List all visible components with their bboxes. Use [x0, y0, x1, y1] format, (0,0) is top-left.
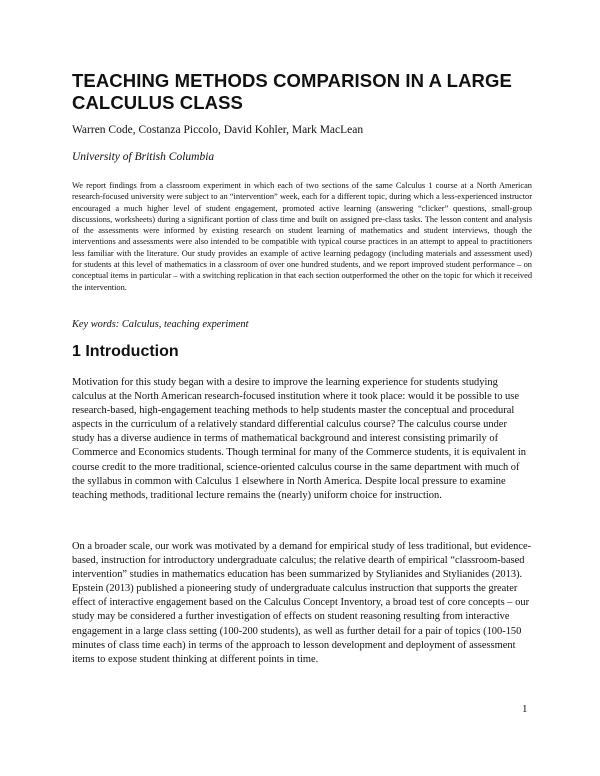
author-list: Warren Code, Costanza Piccolo, David Kohler, Mark MacLean: [72, 124, 364, 136]
paper-title: TEACHING METHODS COMPARISON IN A LARGE CALCULUS CLASS: [72, 70, 512, 113]
keywords: Key words: Calculus, teaching experiment: [72, 319, 249, 330]
page-number: 1: [522, 703, 528, 715]
section-heading-introduction: 1 Introduction: [72, 343, 179, 360]
introduction-paragraph-2: On a broader scale, our work was motivated by a demand for empirical study of less traditional, but evidence-based, instruction for introductory undergraduate calculus; the relative dearth of empirical “classroom-based intervention” studies in mathematics education has been summarized by Stylianides and Stylianides (2013). Epstein (2013) published a pioneering study of undergraduate calculus instruction that supports the greater effect of interactive engagement based on the Calculus Concept Inventory, a broad test of core concepts – our study may be considered a further investigation of effects on student reasoning resulting from interactive engagement in a large class setting (100-200 students), as well as further detail for a pair of topics (100-150 minutes of class time each) in terms of the approach to lesson development and deployment of assessment items to expose student thinking at different points in time.: [72, 541, 532, 665]
introduction-paragraph-1: Motivation for this study began with a desire to improve the learning experience for students studying calculus at the North American research-focused institution where it took place: would it be possible to use research-based, high-engagement teaching methods to help students master the conceptual and procedural aspects in the curriculum of a relatively standard differential calculus course? The calculus course under study has a diverse audience in terms of mathematical background and interest consisting primarily of Commerce and Economics students. Though terminal for many of the Commerce students, it is equivalent in course credit to the more traditional, science-oriented calculus course in the same department with much of the syllabus in common with Calculus 1 elsewhere in North America. Despite local pressure to examine teaching methods, traditional lecture remains the (nearly) uniform choice for instruction.: [72, 377, 527, 501]
abstract: We report findings from a classroom experiment in which each of two sections of the same Calculus 1 course at a North American research-focused university were subject to an “intervention” week, each for a different topic, during which a less-experienced instructor encouraged a much higher level of student engagement, promoted active learning (answering “clicker” questions, small-group discussions, worksheets) during a significant portion of class time and built on assigned pre-class tasks. The lesson content and analysis of the assessments were informed by existing research on student learning of mathematics and student interviews, though the interventions and assessments were also intended to be compatible with typical course practices in an attempt to appeal to practitioners less familiar with the literature. Our study provides an example of active learning pedagogy (including materials and assessment used) for students at this level of mathematics in a classroom of over one hundred students, and we report improved student performance – on conceptual items in particular – with a switching replication in that each section outperformed the other on the topic for which it received the intervention.: [72, 181, 533, 292]
affiliation: University of British Columbia: [72, 151, 215, 163]
